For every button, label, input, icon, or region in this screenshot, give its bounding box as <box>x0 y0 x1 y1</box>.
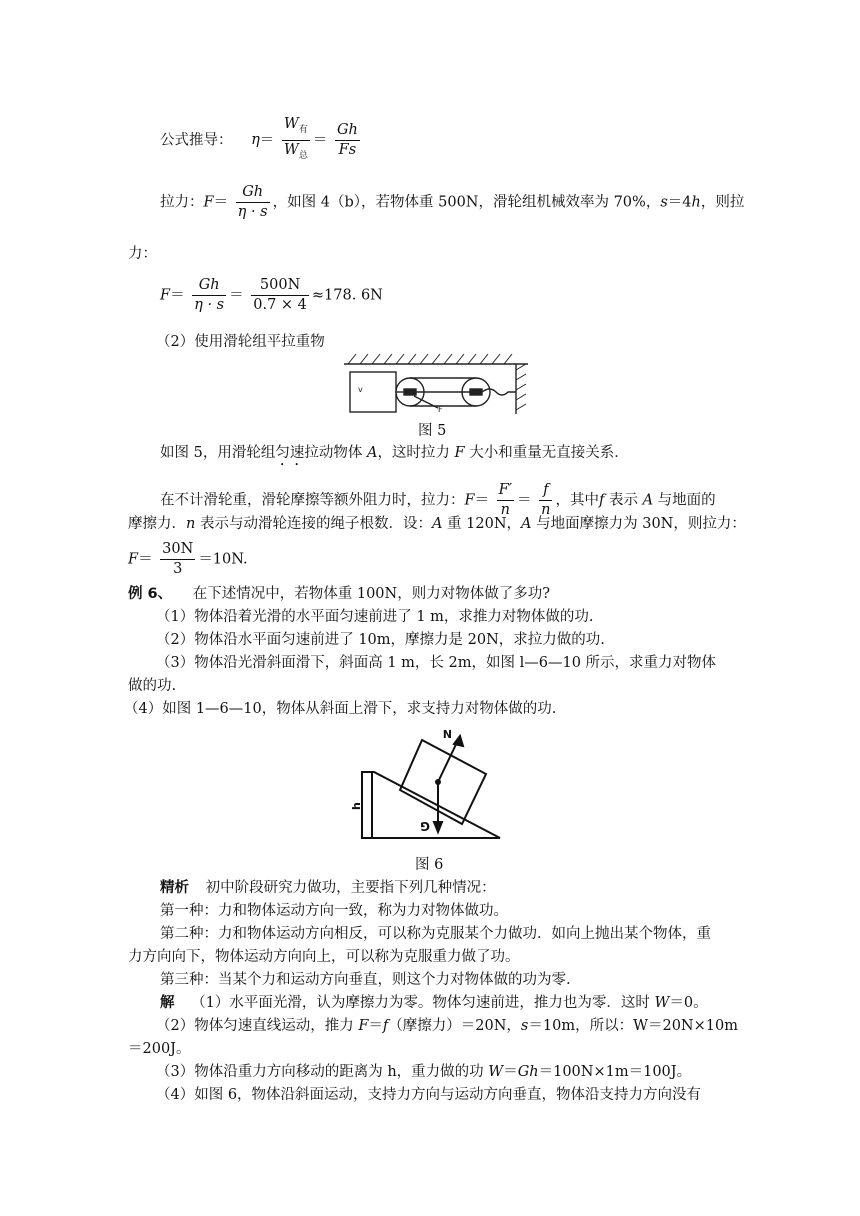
gh-num: Gh <box>335 121 360 141</box>
pull-force-line <box>160 183 744 222</box>
h-symbol: h <box>691 194 701 211</box>
F-symbol: F <box>203 194 214 211</box>
para5-b: 拉动物体 <box>304 445 367 461</box>
equals-sign: ＝ <box>259 132 275 149</box>
example-6-label: 例 6、 <box>128 586 173 602</box>
w-you: W <box>283 116 299 132</box>
para6-F: F <box>464 492 475 509</box>
para6-b: ，其中 <box>555 492 599 509</box>
para6-F2: F <box>128 551 139 568</box>
solution-3Gh: Gh <box>517 1064 539 1080</box>
example-6-q2: （2）物体沿水平面匀速前进了 10m，摩擦力是 20N，求拉力做的功. <box>156 632 605 648</box>
analysis-line <box>160 878 496 898</box>
analysis-case-3: 第三种：当某个力和运动方向垂直，则这个力对物体做的功为零. <box>160 972 571 988</box>
para6-n: n <box>186 516 196 532</box>
fraction-500-calc <box>251 276 309 315</box>
eta-s-den-2: η · s <box>194 297 225 313</box>
figure-5-caption: 图 5 <box>418 423 447 439</box>
gh-num-3: Gh <box>192 276 226 296</box>
fig5-label-v: v <box>358 385 363 394</box>
n-den-2: n <box>541 502 551 518</box>
para6-line2c: 重 120N， <box>442 516 522 532</box>
pull-force-calc <box>160 276 383 315</box>
fraction-30n-3 <box>160 540 195 579</box>
equals-sign-10: ＝ <box>503 1064 518 1080</box>
solution-2a: （2）物体匀速直线运动，推力 <box>156 1018 359 1034</box>
n-den: n <box>500 502 511 518</box>
solution-3W: W <box>488 1064 504 1080</box>
para6-d: 与地面的 <box>653 492 716 509</box>
figure-6-incline <box>350 720 506 844</box>
w-zong: W <box>283 141 299 158</box>
equals-sign-5: ＝ <box>229 287 244 304</box>
para5-F: F <box>454 445 465 461</box>
para5-a: 如图 5，用滑轮组 <box>160 445 276 461</box>
solution-3b: ＝100N×1m＝100J。 <box>538 1064 692 1080</box>
para-6-line-2 <box>128 514 746 534</box>
solution-1a: （1）水平面光滑，认为摩擦力为零。物体匀速前进，推力也为零．这时 <box>191 995 655 1011</box>
analysis-case-1: 第一种：力和物体运动方向一致，称为力对物体做功。 <box>160 903 508 919</box>
w-you-sub: 有 <box>298 124 308 135</box>
F-symbol-2: F <box>160 287 171 304</box>
solution-label: 解 <box>160 995 175 1011</box>
para-5 <box>160 443 629 469</box>
example-6-q4: （4）如图 1—6—10，物体从斜面上滑下，求支持力对物体做的功. <box>124 701 557 717</box>
calc-den: 0.7 × 4 <box>253 297 307 313</box>
para6-line2d: 与地面摩擦力为 30N，则拉力： <box>531 516 746 532</box>
formula-derivation-line <box>160 115 363 166</box>
fraction-gh-fs <box>335 121 360 160</box>
analysis-case-2a: 第二种：力和物体运动方向相反，可以称为克服某个力做功．如向上抛出某个物体，重 <box>160 926 711 942</box>
gh-num-2: Gh <box>236 183 270 203</box>
para6-result: ＝10N. <box>198 551 248 568</box>
eta-symbol: η <box>251 132 260 149</box>
pull-force-line-2: 力： <box>128 246 157 262</box>
equals-sign-3: ＝ <box>213 194 229 211</box>
solution-2-cont: ＝200J。 <box>128 1041 191 1057</box>
calc-result: ≈178. 6N <box>311 287 383 304</box>
num-30n: 30N <box>160 540 195 560</box>
fraction-gh-eta-s-2 <box>192 276 226 315</box>
fig6-label-n: N <box>442 727 452 740</box>
pull-force-text-b: ，则拉 <box>700 194 745 211</box>
example-6-q3-b: 做的功. <box>128 678 177 694</box>
equals-sign-8: ＝ <box>138 551 153 568</box>
pull-force-label: 拉力： <box>160 194 204 211</box>
equals-sign-4: ＝ <box>170 287 185 304</box>
calc-num: 500N <box>251 276 309 296</box>
para6-A: A <box>642 492 654 509</box>
analysis-case-2b: 力方向向下，物体运动方向向上，可以称为克服重力做了功。 <box>128 949 520 965</box>
solution-1 <box>160 993 708 1013</box>
para6-a: 在不计滑轮重，滑轮摩擦等额外阻力时，拉力： <box>160 492 465 509</box>
fig5-label-f: F <box>438 405 443 414</box>
solution-F: F <box>358 1018 369 1034</box>
para5-A: A <box>366 445 378 461</box>
analysis-text: 初中阶段研究力做功，主要指下列几种情况： <box>205 880 496 896</box>
fs-den: Fs <box>338 141 357 158</box>
solution-3 <box>156 1062 691 1082</box>
equals-sign-9: ＝ <box>368 1018 383 1034</box>
solution-s: s <box>520 1018 529 1034</box>
w-zong-sub: 总 <box>298 150 308 161</box>
para-6-line-3 <box>128 540 248 579</box>
solution-4: （4）如图 6，物体沿斜面运动，支持力方向与运动方向垂直，物体沿支持力方向没有 <box>156 1087 702 1103</box>
para6-f: f <box>598 492 605 509</box>
equals-sign-2: ＝ <box>312 132 328 149</box>
pull-force-text-a: ，如图 4（b），若物体重 500N，滑轮组机械效率为 70%， <box>272 194 661 211</box>
figure-5-pulley <box>342 350 532 418</box>
s-symbol: s <box>660 194 668 211</box>
fig6-label-g: G <box>420 819 430 833</box>
solution-2c: ＝10m，所以：W＝20N×10m <box>528 1018 738 1034</box>
solution-W: W <box>654 995 670 1011</box>
formula-label: 公式推导： <box>160 132 233 149</box>
solution-2b: （摩擦力）＝20N， <box>388 1018 521 1034</box>
den-3: 3 <box>173 561 183 577</box>
solution-1b: ＝0。 <box>669 995 708 1011</box>
example-6-q3-a: （3）物体沿光滑斜面滑下，斜面高 1 m，长 2m，如图 l—6—10 所示，求重力对物体 <box>156 655 717 671</box>
section-2-title: （2）使用滑轮组平拉重物 <box>156 334 325 350</box>
fraction-w-you-w-zong <box>282 115 310 166</box>
eta-s-den: η · s <box>237 204 268 220</box>
para6-A2: A <box>431 516 443 532</box>
para6-A3: A <box>521 516 532 532</box>
example-6-text: 在下述情况中，若物体重 100N，则力对物体做了多功? <box>192 586 550 602</box>
solution-f: f <box>382 1018 389 1034</box>
para5-d: 大小和重量无直接关系． <box>464 445 629 461</box>
para6-line2b: 表示与动滑轮连接的绳子根数．设： <box>195 516 432 532</box>
para6-line2a: 摩擦力． <box>128 516 186 532</box>
f-num: f <box>539 481 552 501</box>
s-value: ＝4 <box>667 194 692 211</box>
fprime-num: F′ <box>497 481 514 501</box>
para5-c: ，这时拉力 <box>377 445 455 461</box>
fig6-label-h: h <box>350 802 363 810</box>
solution-3a: （3）物体沿重力方向移动的距离为 h，重力做的功 <box>156 1064 489 1080</box>
solution-2 <box>156 1016 738 1036</box>
analysis-label: 精析 <box>160 880 189 896</box>
equals-sign-7: ＝ <box>517 492 532 509</box>
fraction-gh-eta-s <box>236 183 270 222</box>
para5-emph: 匀速 <box>275 445 305 461</box>
para6-c: 表示 <box>604 492 643 509</box>
example-6-q1: （1）物体沿着光滑的水平面匀速前进了 1 m，求推力对物体做的功. <box>156 609 594 625</box>
figure-6-caption: 图 6 <box>415 857 444 873</box>
equals-sign-6: ＝ <box>474 492 490 509</box>
example-6 <box>128 584 550 604</box>
